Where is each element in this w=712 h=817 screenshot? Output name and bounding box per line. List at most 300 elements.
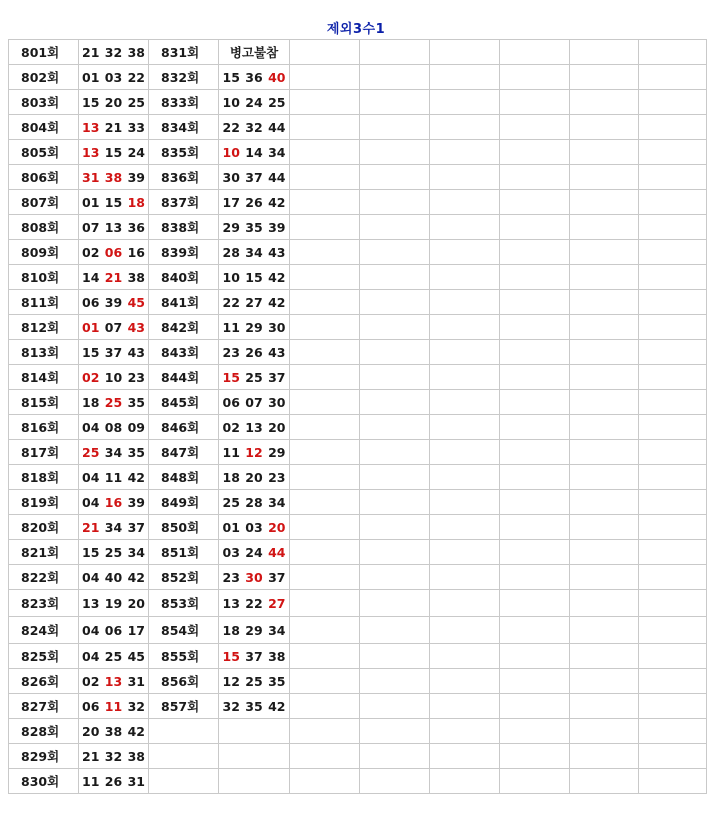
number: 21 (82, 748, 100, 764)
empty-cell (639, 365, 707, 390)
empty-cell (290, 540, 360, 565)
number: 34 (245, 244, 263, 260)
table-row (9, 744, 707, 769)
table-row (9, 694, 707, 719)
number: 32 (104, 44, 123, 60)
empty-cell (290, 465, 360, 490)
round-cell: 856회 (149, 669, 219, 694)
number: 23 (268, 469, 286, 485)
empty-cell (639, 694, 707, 719)
table-row (9, 365, 707, 390)
empty-cell (639, 515, 707, 540)
round-cell: 853회 (149, 590, 219, 617)
round-cell: 819회 (9, 490, 79, 515)
empty-cell (570, 540, 639, 565)
number: 29 (268, 444, 286, 460)
page-title: 제외3수1 (326, 22, 386, 37)
number: 04 (82, 494, 100, 510)
numbers-cell (79, 265, 149, 290)
numbers-cell (219, 290, 290, 315)
empty-cell (430, 65, 500, 90)
empty-cell (639, 644, 707, 669)
empty-cell (360, 540, 430, 565)
empty-cell (570, 744, 639, 769)
empty-cell (500, 340, 570, 365)
number: 09 (127, 419, 145, 435)
round-cell: 849회 (149, 490, 219, 515)
number: 22 (222, 294, 240, 310)
empty-cell (639, 90, 707, 115)
empty-cell (639, 165, 707, 190)
empty-cell (570, 240, 639, 265)
number: 22 (127, 69, 145, 85)
empty-cell (360, 465, 430, 490)
empty-cell (570, 315, 639, 340)
empty-cell (500, 744, 570, 769)
numbers-cell (219, 694, 290, 719)
empty-cell (500, 540, 570, 565)
empty-cell (430, 40, 500, 65)
empty-cell (500, 240, 570, 265)
numbers-cell (219, 240, 290, 265)
number: 43 (127, 344, 145, 360)
round-cell: 811회 (9, 290, 79, 315)
empty-cell (430, 140, 500, 165)
empty-cell (430, 290, 500, 315)
number: 37 (245, 648, 263, 664)
number: 24 (245, 544, 263, 560)
number-highlighted: 20 (268, 519, 286, 535)
empty-cell (639, 719, 707, 744)
note-cell: 병고불참 (219, 40, 290, 65)
empty-cell (500, 40, 570, 65)
number: 38 (268, 648, 286, 664)
number: 13 (245, 419, 263, 435)
number: 35 (268, 673, 286, 689)
empty-cell (360, 65, 430, 90)
table-row (9, 190, 707, 215)
number: 25 (268, 94, 286, 110)
number: 11 (104, 469, 123, 485)
table-row (9, 515, 707, 540)
empty-cell (290, 190, 360, 215)
number: 32 (245, 119, 263, 135)
number: 38 (127, 269, 145, 285)
number: 34 (268, 144, 286, 160)
number-highlighted: 02 (82, 369, 100, 385)
empty-cell (149, 719, 219, 744)
empty-cell (639, 669, 707, 694)
empty-cell (500, 565, 570, 590)
numbers-cell (219, 644, 290, 669)
table-row (9, 65, 707, 90)
empty-cell (570, 644, 639, 669)
empty-cell (500, 265, 570, 290)
numbers-cell (219, 617, 290, 644)
empty-cell (360, 365, 430, 390)
table-row (9, 465, 707, 490)
number: 25 (222, 494, 240, 510)
empty-cell (360, 140, 430, 165)
empty-cell (570, 190, 639, 215)
number: 39 (104, 294, 123, 310)
round-cell: 836회 (149, 165, 219, 190)
round-cell: 829회 (9, 744, 79, 769)
number: 42 (268, 698, 286, 714)
round-cell: 839회 (149, 240, 219, 265)
number: 04 (82, 648, 100, 664)
empty-cell (360, 719, 430, 744)
empty-cell (360, 290, 430, 315)
number: 37 (245, 169, 263, 185)
number: 18 (82, 394, 100, 410)
empty-cell (500, 65, 570, 90)
empty-cell (570, 465, 639, 490)
numbers-cell (219, 565, 290, 590)
empty-cell (639, 140, 707, 165)
number-highlighted: 10 (222, 144, 240, 160)
numbers-cell (79, 694, 149, 719)
empty-cell (500, 215, 570, 240)
empty-cell (149, 769, 219, 794)
numbers-cell (219, 365, 290, 390)
number: 20 (82, 723, 100, 739)
numbers-cell (79, 617, 149, 644)
empty-cell (290, 744, 360, 769)
empty-cell (290, 140, 360, 165)
table-row (9, 490, 707, 515)
number: 44 (268, 169, 286, 185)
number: 04 (82, 622, 100, 638)
empty-cell (149, 744, 219, 769)
empty-cell (430, 669, 500, 694)
numbers-cell (219, 140, 290, 165)
empty-cell (430, 490, 500, 515)
empty-cell (639, 190, 707, 215)
numbers-cell (219, 440, 290, 465)
empty-cell (430, 165, 500, 190)
empty-cell (500, 440, 570, 465)
round-cell: 825회 (9, 644, 79, 669)
number: 08 (104, 419, 123, 435)
round-cell: 802회 (9, 65, 79, 90)
round-cell: 813회 (9, 340, 79, 365)
empty-cell (570, 90, 639, 115)
number: 33 (127, 119, 145, 135)
empty-cell (360, 617, 430, 644)
table-row (9, 669, 707, 694)
table-row (9, 565, 707, 590)
number: 43 (268, 344, 286, 360)
table-row (9, 165, 707, 190)
round-cell: 837회 (149, 190, 219, 215)
round-cell: 807회 (9, 190, 79, 215)
round-cell: 804회 (9, 115, 79, 140)
round-cell: 801회 (9, 40, 79, 65)
number: 14 (82, 269, 100, 285)
table-row (9, 769, 707, 794)
numbers-cell (79, 65, 149, 90)
numbers-cell (79, 40, 149, 65)
round-cell: 823회 (9, 590, 79, 617)
number: 34 (268, 622, 286, 638)
empty-cell (500, 515, 570, 540)
empty-cell (360, 565, 430, 590)
number: 06 (82, 294, 100, 310)
number: 42 (127, 723, 145, 739)
number: 15 (104, 194, 123, 210)
number: 35 (127, 394, 145, 410)
table-row (9, 240, 707, 265)
empty-cell (570, 40, 639, 65)
empty-cell (290, 290, 360, 315)
number: 30 (268, 394, 286, 410)
number: 32 (104, 748, 123, 764)
numbers-cell (79, 769, 149, 794)
number: 34 (268, 494, 286, 510)
numbers-cell (79, 365, 149, 390)
number: 15 (82, 344, 100, 360)
number: 28 (222, 244, 240, 260)
table-row (9, 215, 707, 240)
number: 12 (222, 673, 240, 689)
numbers-cell (79, 190, 149, 215)
empty-cell (639, 590, 707, 617)
empty-cell (290, 719, 360, 744)
numbers-cell (79, 215, 149, 240)
round-cell: 818회 (9, 465, 79, 490)
numbers-cell (79, 90, 149, 115)
numbers-cell (79, 140, 149, 165)
empty-cell (570, 565, 639, 590)
table-row (9, 290, 707, 315)
number-highlighted: 18 (127, 194, 145, 210)
empty-cell (570, 290, 639, 315)
number: 34 (104, 444, 123, 460)
number: 15 (104, 144, 123, 160)
number: 10 (222, 269, 240, 285)
round-cell: 842회 (149, 315, 219, 340)
number: 01 (222, 519, 240, 535)
number: 31 (127, 673, 145, 689)
number-highlighted: 30 (245, 569, 263, 585)
empty-cell (639, 565, 707, 590)
number: 26 (245, 194, 263, 210)
empty-cell (639, 744, 707, 769)
number: 28 (245, 494, 263, 510)
empty-cell (570, 415, 639, 440)
number: 23 (222, 344, 240, 360)
round-cell: 850회 (149, 515, 219, 540)
numbers-cell (79, 744, 149, 769)
number-highlighted: 13 (104, 673, 123, 689)
numbers-cell (79, 165, 149, 190)
empty-cell (430, 617, 500, 644)
empty-cell (639, 390, 707, 415)
number: 24 (245, 94, 263, 110)
empty-cell (500, 719, 570, 744)
numbers-cell (219, 265, 290, 290)
round-cell: 820회 (9, 515, 79, 540)
empty-cell (360, 744, 430, 769)
empty-cell (360, 440, 430, 465)
number-highlighted: 21 (82, 519, 100, 535)
empty-cell (290, 265, 360, 290)
table-row (9, 90, 707, 115)
number: 29 (245, 319, 263, 335)
numbers-cell (79, 644, 149, 669)
number: 20 (245, 469, 263, 485)
round-cell: 821회 (9, 540, 79, 565)
empty-cell (639, 340, 707, 365)
table-row (9, 390, 707, 415)
empty-cell (500, 465, 570, 490)
number: 42 (268, 269, 286, 285)
numbers-cell (79, 490, 149, 515)
number: 34 (127, 544, 145, 560)
numbers-cell (79, 315, 149, 340)
number: 24 (127, 144, 145, 160)
number: 04 (82, 569, 100, 585)
number: 38 (104, 723, 123, 739)
empty-cell (500, 290, 570, 315)
number-highlighted: 12 (245, 444, 263, 460)
empty-cell (430, 590, 500, 617)
number: 22 (245, 595, 263, 611)
round-cell: 816회 (9, 415, 79, 440)
table-row (9, 440, 707, 465)
empty-cell (290, 115, 360, 140)
number: 15 (245, 269, 263, 285)
empty-cell (500, 415, 570, 440)
number-highlighted: 27 (268, 595, 286, 611)
round-cell: 855회 (149, 644, 219, 669)
empty-cell (570, 65, 639, 90)
empty-cell (500, 390, 570, 415)
number: 23 (222, 569, 240, 585)
empty-cell (500, 315, 570, 340)
table-row (9, 265, 707, 290)
numbers-cell (219, 490, 290, 515)
empty-cell (360, 90, 430, 115)
empty-cell (430, 315, 500, 340)
empty-cell (639, 115, 707, 140)
number: 42 (268, 294, 286, 310)
empty-cell (639, 315, 707, 340)
empty-cell (290, 590, 360, 617)
number: 23 (127, 369, 145, 385)
empty-cell (290, 644, 360, 669)
number: 38 (127, 748, 145, 764)
empty-cell (219, 719, 290, 744)
empty-cell (500, 365, 570, 390)
number: 42 (268, 194, 286, 210)
round-cell: 824회 (9, 617, 79, 644)
round-cell: 832회 (149, 65, 219, 90)
empty-cell (639, 40, 707, 65)
round-cell: 848회 (149, 465, 219, 490)
number: 29 (245, 622, 263, 638)
empty-cell (290, 165, 360, 190)
table-row (9, 115, 707, 140)
numbers-cell (219, 215, 290, 240)
number: 06 (104, 622, 123, 638)
number: 29 (222, 219, 240, 235)
empty-cell (290, 365, 360, 390)
number: 45 (127, 648, 145, 664)
empty-cell (570, 115, 639, 140)
round-cell: 817회 (9, 440, 79, 465)
empty-cell (500, 590, 570, 617)
round-cell: 826회 (9, 669, 79, 694)
empty-cell (360, 769, 430, 794)
empty-cell (360, 669, 430, 694)
empty-cell (639, 415, 707, 440)
empty-cell (290, 40, 360, 65)
empty-cell (430, 719, 500, 744)
number-highlighted: 15 (222, 369, 240, 385)
empty-cell (570, 440, 639, 465)
number: 26 (245, 344, 263, 360)
empty-cell (290, 215, 360, 240)
numbers-cell (79, 440, 149, 465)
table-row (9, 719, 707, 744)
numbers-cell (219, 90, 290, 115)
round-cell: 845회 (149, 390, 219, 415)
round-cell: 812회 (9, 315, 79, 340)
number-highlighted: 06 (104, 244, 123, 260)
number-highlighted: 25 (104, 394, 123, 410)
numbers-cell (219, 515, 290, 540)
number: 42 (127, 569, 145, 585)
number: 15 (222, 69, 240, 85)
number: 37 (268, 369, 286, 385)
empty-cell (430, 769, 500, 794)
empty-cell (570, 140, 639, 165)
empty-cell (290, 617, 360, 644)
empty-cell (360, 190, 430, 215)
round-cell: 847회 (149, 440, 219, 465)
empty-cell (500, 694, 570, 719)
number: 20 (127, 595, 145, 611)
number: 26 (104, 773, 123, 789)
empty-cell (500, 617, 570, 644)
number-highlighted: 31 (82, 169, 100, 185)
number: 13 (222, 595, 240, 611)
numbers-cell (79, 415, 149, 440)
number-highlighted: 15 (222, 648, 240, 664)
numbers-cell (219, 115, 290, 140)
table-row (9, 315, 707, 340)
empty-cell (500, 190, 570, 215)
number: 01 (82, 194, 100, 210)
number: 01 (82, 69, 100, 85)
empty-cell (570, 769, 639, 794)
number: 35 (245, 698, 263, 714)
number: 20 (268, 419, 286, 435)
empty-cell (430, 390, 500, 415)
empty-cell (570, 590, 639, 617)
empty-cell (219, 744, 290, 769)
empty-cell (360, 390, 430, 415)
number: 13 (104, 219, 123, 235)
round-cell: 810회 (9, 265, 79, 290)
empty-cell (290, 240, 360, 265)
empty-cell (290, 90, 360, 115)
number: 25 (104, 648, 123, 664)
number: 31 (127, 773, 145, 789)
empty-cell (430, 115, 500, 140)
